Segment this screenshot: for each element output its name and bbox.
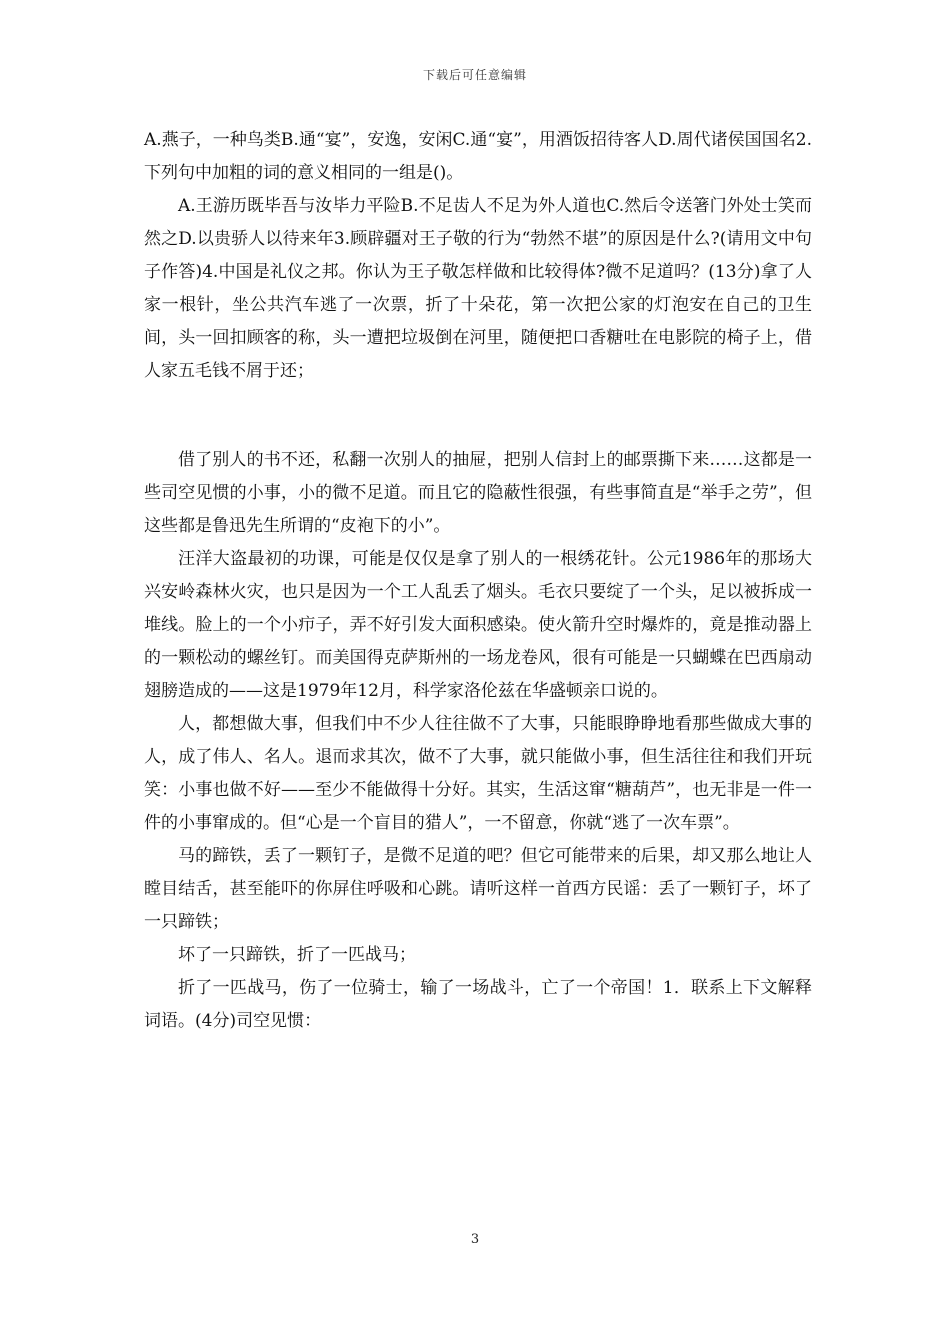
page-header: 下载后可任意编辑 [422, 68, 527, 82]
paragraph-questions: A.王游历既毕吾与汝毕力平险B.不足齿人不足为外人道也C.然后令送箸门外处士笑而然之D.以贵骄人以待来年3.顾辟疆对王子敬的行为“勃然不堪”的原因是什么?(请用文中句子作答)4.中国是礼仪之邦。你认为王子敬怎样做和比较得体?微不足道吗？(13分)拿了人家一根针，坐公共汽车逃了一次票，折了十朵花，第一次把公家的灯泡安在自己的卫生间，头一回扣顾客的称，头一遭把垃圾倒在河里，随便把口香糖吐在电影院的椅子上，借人家五毛钱不屑于还； [144, 196, 812, 381]
page-number: 3 [470, 1232, 480, 1247]
paragraph-small-things: 借了别人的书不还，私翻一次别人的抽屉，把别人信封上的邮票撕下来……这都是一些司空见惯的小事，小的微不足道。而且它的隐蔽性很强，有些事简直是“举手之劳”，但这些都是鲁迅先生所谓的“皮袍下的小”。 [144, 450, 812, 536]
paragraph-rhyme-end-question: 折了一匹战马，伤了一位骑士，输了一场战斗，亡了一个帝国！1．联系上下文解释词语。(4分)司空见惯： [144, 978, 812, 1031]
paragraph-rhyme-line: 坏了一只蹄铁，折了一匹战马； [178, 945, 416, 965]
paragraph-options-a-d: A.燕子，一种鸟类B.通“宴”，安逸，安闲C.通“宴”，用酒饭招待客人D.周代诸侯国国名2.下列句中加粗的词的意义相同的一组是()。 [144, 130, 812, 183]
paragraph-horseshoe: 马的蹄铁，丢了一颗钉子，是微不足道的吧？但它可能带来的后果，却又那么地让人瞠目结舌，甚至能吓的你屏住呼吸和心跳。请听这样一首西方民谣：丢了一颗钉子，坏了一只蹄铁； [144, 846, 812, 932]
paragraph-big-and-small: 人，都想做大事，但我们中不少人往往做不了大事，只能眼睁睁地看那些做成大事的人，成了伟人、名人。退而求其次，做不了大事，就只能做小事，但生活往往和我们开玩笑：小事也做不好——至少不能做得十分好。其实，生活这窜“糖葫芦”，也无非是一件一件的小事窜成的。但“心是一个盲目的猎人”，一不留意，你就“逃了一次车票”。 [144, 714, 812, 833]
document-body [144, 124, 812, 1038]
paragraph-gap [144, 388, 812, 444]
paragraph-examples: 汪洋大盗最初的功课，可能是仅仅是拿了别人的一根绣花针。公元1986年的那场大兴安岭森林火灾，也只是因为一个工人乱丢了烟头。毛衣只要绽了一个头，足以被拆成一堆线。脸上的一个小疖子，弄不好引发大面积感染。使火箭升空时爆炸的，竟是推动器上的一颗松动的螺丝钉。而美国得克萨斯州的一场龙卷风，很有可能是一只蝴蝶在巴西扇动翅膀造成的——这是1979年12月，科学家洛伦兹在华盛顿亲口说的。 [144, 549, 812, 701]
